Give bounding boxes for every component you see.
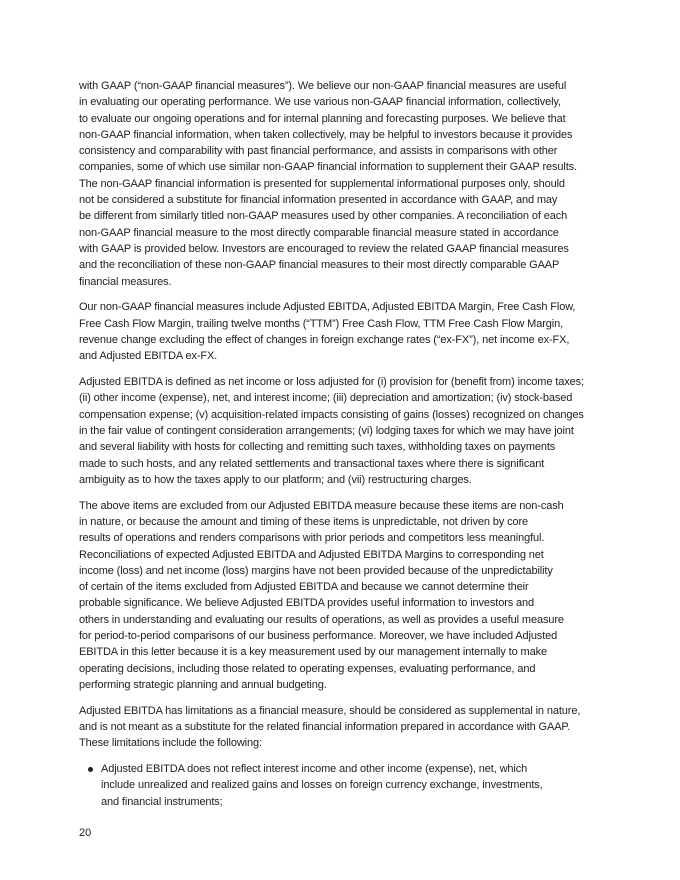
text-line: Adjusted EBITDA does not reflect interest income and other income (expense), net, which <box>101 763 528 776</box>
text-line: in the fair value of contingent consideration arrangements; (vi) lodging taxes for which we may have joint <box>79 424 574 437</box>
text-line: in evaluating our operating performance. We use various non-GAAP financial information, collectively, <box>79 96 561 109</box>
text-line: in nature, or because the amount and timing of these items is unpredictable, not driven by core <box>79 515 529 528</box>
text-line: with GAAP is provided below. Investors are encouraged to review the related GAAP financial measures <box>79 242 569 255</box>
text-line: with GAAP (“non-GAAP financial measures”). We believe our non-GAAP financial measures are useful <box>79 80 567 92</box>
text-line: revenue change excluding the effect of changes in foreign exchange rates (“ex-FX”), net income ex-FX, <box>79 333 570 346</box>
text-line: income (loss) and net income (loss) margins have not been provided because of the unpredictability <box>79 564 553 577</box>
text-line: not be considered a substitute for financial information presented in accordance with GAAP, and may <box>79 194 558 207</box>
bullet-icon <box>88 767 93 772</box>
text-line: financial measures. <box>79 275 172 288</box>
text-line: others in understanding and evaluating our results of operations, as well as provides a useful measure <box>79 613 564 626</box>
text-line: and is not meant as a substitute for the related financial information prepared in accordance with GAAP. <box>79 720 571 733</box>
text-line: results of operations and renders comparisons with prior periods and competitors less meaningful. <box>79 532 545 545</box>
text-line: Reconciliations of expected Adjusted EBITDA and Adjusted EBITDA Margins to corresponding net <box>79 548 544 561</box>
text-line: and the reconciliation of these non-GAAP financial measures to their most directly comparable GAAP <box>79 259 560 272</box>
text-line: be different from similarly titled non-GAAP measures used by other companies. A reconciliation of each <box>79 210 568 223</box>
text-line: These limitations include the following: <box>79 737 262 750</box>
text-line: of certain of the items excluded from Adjusted EBITDA and because we cannot determine their <box>79 581 529 594</box>
text-line: EBITDA in this letter because it is a key measurement used by our management internally to make <box>79 646 547 659</box>
text-line: non-GAAP financial measure to the most directly comparable financial measure stated in accordance <box>79 226 559 239</box>
paragraph-excluded-items <box>79 498 599 694</box>
text-line: companies, some of which use similar non-GAAP financial information to supplement their GAAP results. <box>79 161 577 174</box>
text-line: non-GAAP financial information, when taken collectively, may be helpful to investors because it provides <box>79 128 573 141</box>
text-line: Free Cash Flow Margin, trailing twelve months (“TTM”) Free Cash Flow, TTM Free Cash Flow Margin, <box>79 317 564 330</box>
document-body <box>79 78 599 819</box>
text-line: The non-GAAP financial information is presented for supplemental informational purposes only, should <box>79 177 565 190</box>
text-line: include unrealized and realized gains and losses on foreign currency exchange, investments, <box>101 779 543 792</box>
text-line: and Adjusted EBITDA ex-FX. <box>79 350 218 363</box>
paragraph-measures-list <box>79 299 599 364</box>
page-number: 20 <box>79 827 92 839</box>
text-line: compensation expense; (v) acquisition-related impacts consisting of gains (losses) recognized on changes <box>79 408 584 421</box>
text-line: The above items are excluded from our Adjusted EBITDA measure because these items are non-cash <box>79 499 564 512</box>
text-line: performing strategic planning and annual budgeting. <box>79 678 327 691</box>
paragraph-adjusted-ebitda-definition <box>79 374 599 488</box>
limitations-list <box>79 761 599 810</box>
text-line: Adjusted EBITDA is defined as net income or loss adjusted for (i) provision for (benefit from) income taxes; <box>79 376 584 389</box>
text-line: made to such hosts, and any related settlements and transactional taxes where there is significant <box>79 457 545 470</box>
list-item <box>79 761 599 810</box>
text-line: Adjusted EBITDA has limitations as a financial measure, should be considered as supplemental in nature, <box>79 704 581 717</box>
text-line: (ii) other income (expense), net, and interest income; (iii) depreciation and amortization; (iv) stock-based <box>79 392 573 405</box>
text-line: and several liability with hosts for collecting and remitting such taxes, withholding taxes on payments <box>79 441 556 454</box>
paragraph-limitations <box>79 703 599 752</box>
text-line: ambiguity as to how the taxes apply to our platform; and (vii) restructuring charges. <box>79 473 472 486</box>
text-line: for period-to-period comparisons of our business performance. Moreover, we have included Adjusted <box>79 630 558 642</box>
text-line: probable significance. We believe Adjusted EBITDA provides useful information to investors and <box>79 597 535 610</box>
text-line: operating decisions, including those related to operating expenses, evaluating performance, and <box>79 662 536 675</box>
text-line: and financial instruments; <box>101 795 223 808</box>
text-line: Our non-GAAP financial measures include Adjusted EBITDA, Adjusted EBITDA Margin, Free Cash Flow, <box>79 301 576 314</box>
paragraph-non-gaap-overview <box>79 78 599 290</box>
text-line: consistency and comparability with past financial performance, and assists in comparisons with other <box>79 145 558 158</box>
text-line: to evaluate our ongoing operations and for internal planning and forecasting purposes. We believe that <box>79 112 566 125</box>
